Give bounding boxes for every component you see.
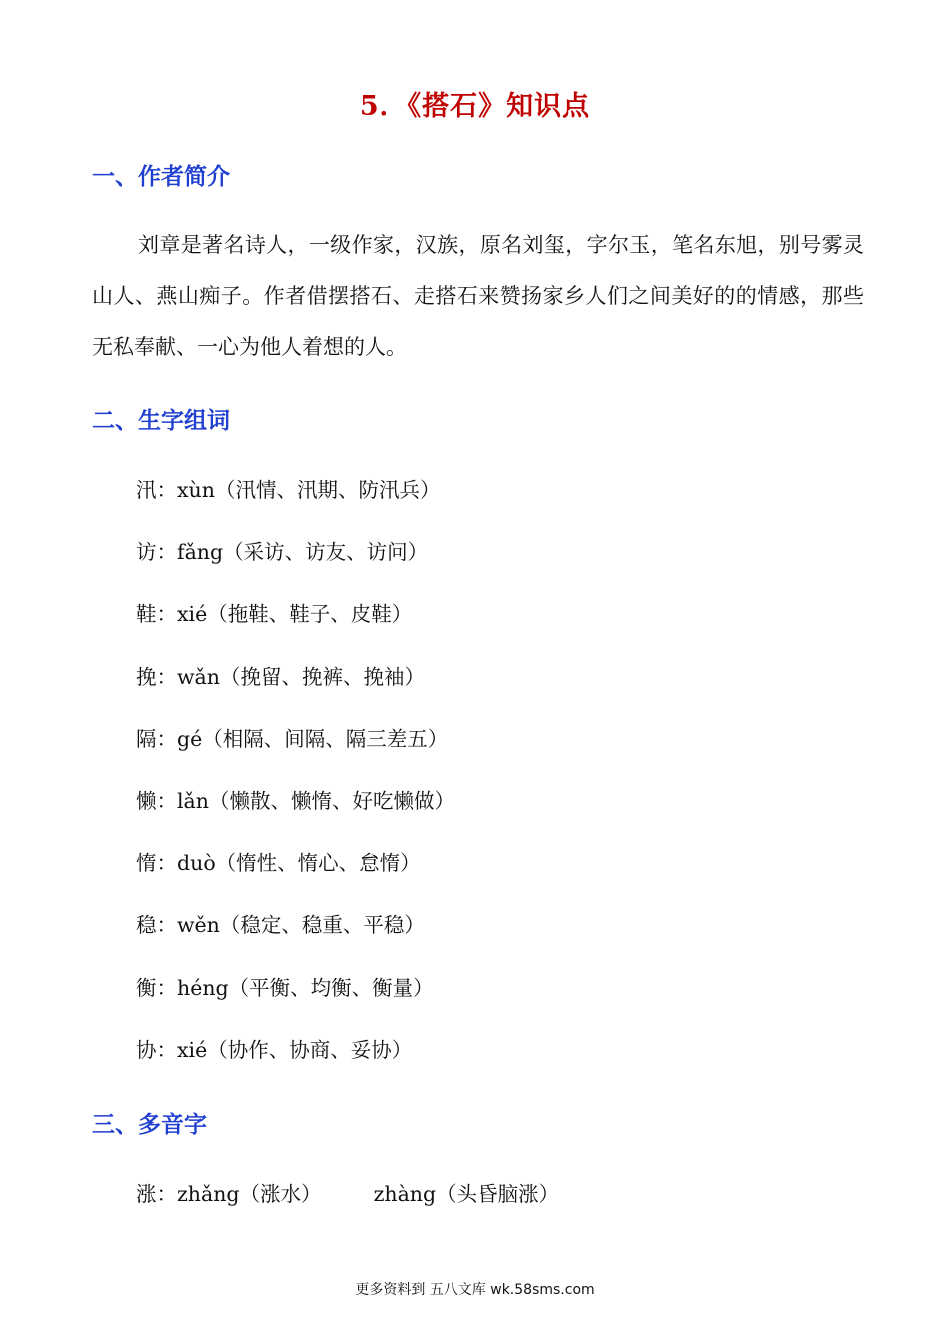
vocab-pinyin: fǎng [177, 540, 224, 565]
vocab-char: 稳 [136, 913, 157, 938]
vocab-words: （协作、协商、妥协） [207, 1037, 413, 1062]
page-title: 5．《搭石》知识点 [359, 91, 591, 122]
vocab-words: （相隔、间隔、隔三差五） [202, 726, 449, 751]
vocab-words: （惰性、惰心、怠惰） [215, 851, 421, 876]
vocab-char: 隔 [136, 726, 157, 751]
vocab-pinyin: wǎn [177, 664, 220, 689]
vocab-char: 衡 [136, 975, 157, 1000]
vocab-item: 懒：lǎn（懒散、懒惰、好吃懒做） [136, 788, 455, 813]
vocab-item: 访：fǎng（采访、访友、访问） [136, 540, 429, 565]
polyphone-char: 涨 [136, 1182, 157, 1206]
polyphone-reading1-words: （涨水） [239, 1182, 322, 1206]
vocab-pinyin: wěn [177, 913, 220, 938]
vocab-char: 协 [136, 1037, 157, 1062]
vocab-char: 懒 [136, 788, 157, 813]
vocab-words: （懒散、懒惰、好吃懒做） [208, 788, 455, 813]
vocab-item: 挽：wǎn（挽留、挽裤、挽袖） [136, 664, 425, 689]
vocab-words: （拖鞋、鞋子、皮鞋） [207, 602, 413, 627]
vocab-item: 惰：duò（惰性、惰心、怠惰） [136, 851, 421, 876]
section-heading-author: 一、作者简介 [92, 164, 230, 190]
vocab-words: （挽留、挽裤、挽袖） [219, 664, 425, 689]
vocab-pinyin: lǎn [177, 788, 209, 813]
polyphone-reading1-pinyin: zhǎng [177, 1182, 240, 1206]
author-paragraph: 刘章是著名诗人，一级作家，汉族，原名刘玺，字尔玉，笔名东旭，别号雾灵山人、燕山痴子。作者借摆搭石、走搭石来赞扬家乡人们之间美好的的情感，那些无私奉献、一心为他人着想的人。 [92, 233, 864, 359]
polyphone-reading2-words: （头昏脑涨） [436, 1182, 560, 1206]
vocab-char: 惰 [136, 851, 157, 876]
vocab-char: 汛 [136, 478, 157, 502]
vocab-words: （采访、访友、访问） [223, 540, 429, 565]
vocab-pinyin: gé [177, 726, 203, 751]
vocab-item: 衡：héng（平衡、均衡、衡量） [136, 975, 434, 1000]
section-heading-polyphone: 三、多音字 [92, 1112, 207, 1138]
vocab-pinyin: xié [177, 602, 208, 627]
page-footer: 更多资料到 五八文库 wk.58sms.com [355, 1282, 595, 1298]
vocab-pinyin: xié [177, 1037, 208, 1062]
vocab-char: 访 [136, 540, 157, 565]
vocab-item: 隔：gé（相隔、间隔、隔三差五） [136, 726, 449, 751]
vocab-words: （汛情、汛期、防汛兵） [214, 478, 441, 502]
vocab-pinyin: xùn [177, 478, 215, 502]
vocab-item: 协：xié（协作、协商、妥协） [136, 1037, 413, 1062]
vocab-item: 汛：xùn（汛情、汛期、防汛兵） [136, 478, 441, 502]
polyphone-reading2-pinyin: zhàng [373, 1182, 437, 1206]
vocab-char: 鞋 [136, 602, 157, 627]
polyphone-entry: 涨：zhǎng（涨水） zhàng（头昏脑涨） [136, 1182, 560, 1206]
vocab-item: 鞋：xié（拖鞋、鞋子、皮鞋） [136, 602, 413, 627]
section-heading-vocabulary: 二、生字组词 [92, 408, 230, 434]
vocab-item: 稳：wěn（稳定、稳重、平稳） [136, 913, 425, 938]
vocab-pinyin: duò [177, 851, 216, 876]
vocabulary-list [136, 470, 455, 1092]
vocab-char: 挽 [136, 664, 157, 689]
vocab-words: （平衡、均衡、衡量） [228, 975, 434, 1000]
vocab-pinyin: héng [177, 975, 229, 1000]
vocab-words: （稳定、稳重、平稳） [219, 913, 425, 938]
